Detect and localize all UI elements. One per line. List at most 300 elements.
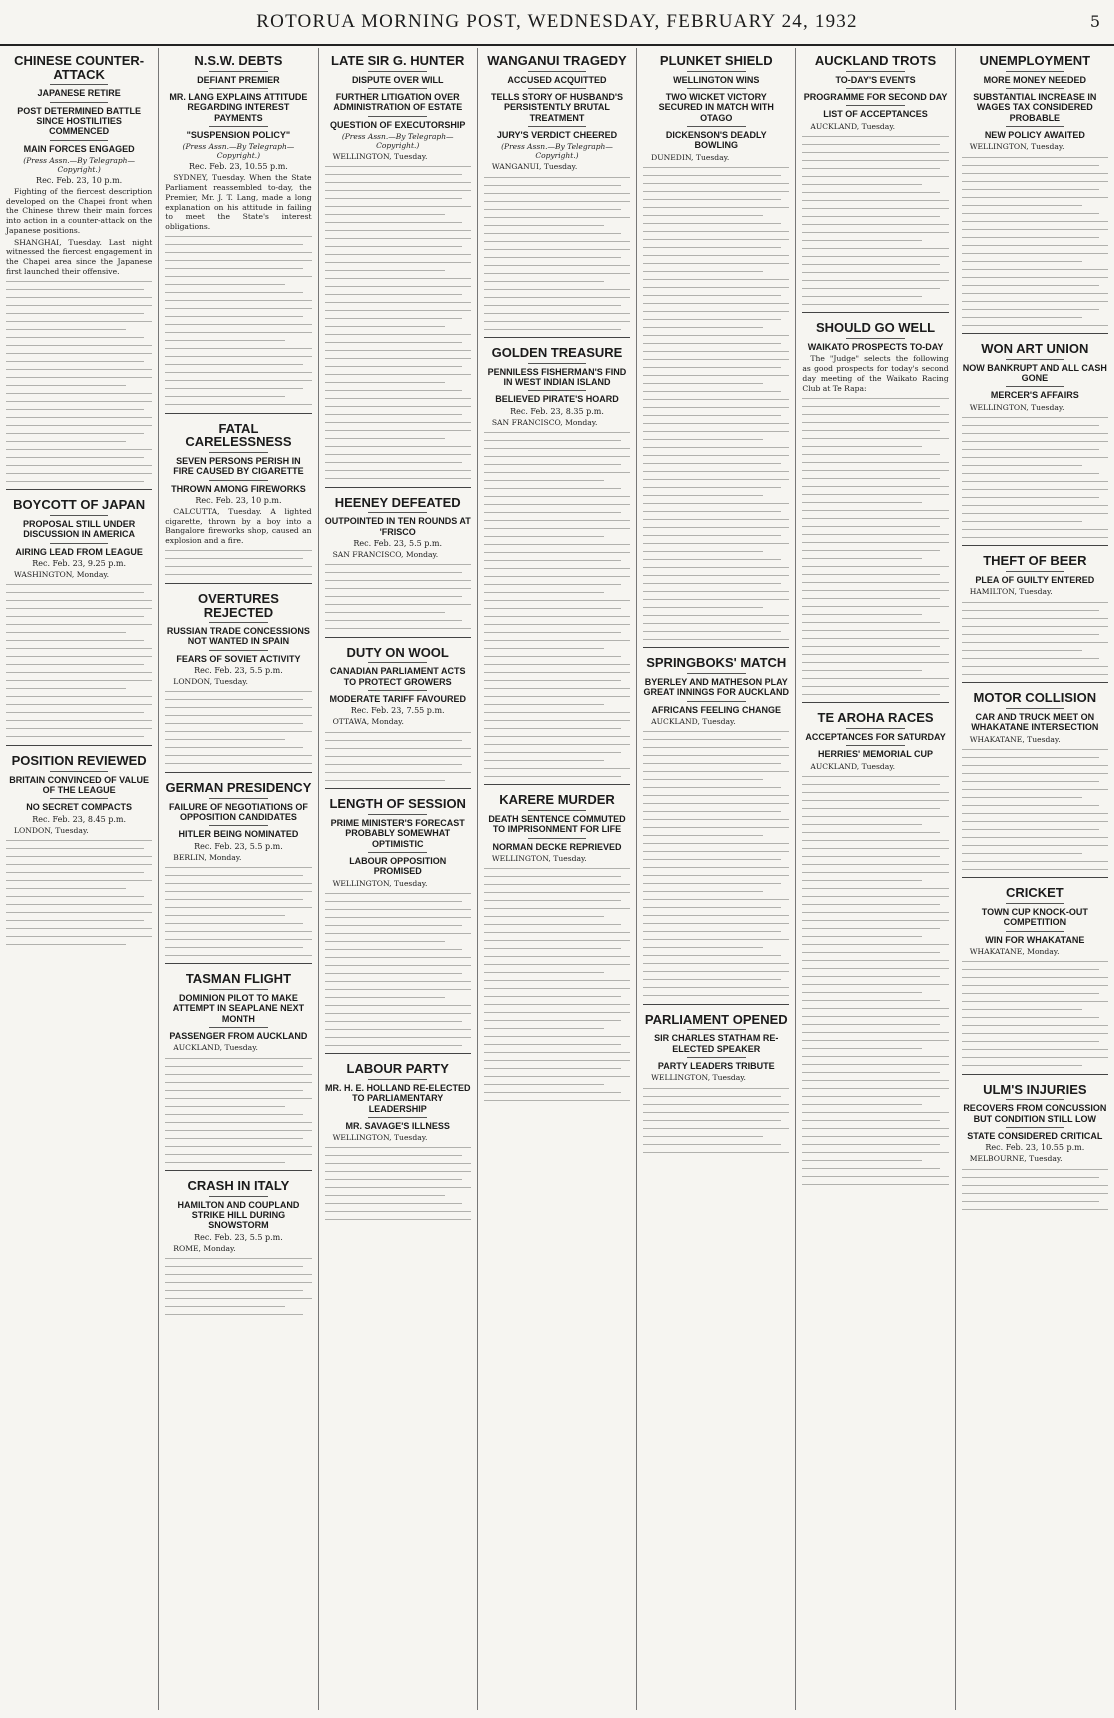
article-body-text (325, 563, 471, 631)
article-paragraph: LONDON, Tuesday. (14, 825, 89, 835)
text-line (484, 590, 604, 594)
article-paragraph: HAMILTON, Tuesday. (969, 587, 1053, 597)
text-line (484, 987, 630, 991)
text-line (962, 827, 1100, 831)
text-line (962, 315, 1082, 319)
text-line (802, 1142, 940, 1146)
text-line (165, 690, 311, 694)
text-line (325, 277, 471, 281)
article-paragraph: SAN FRANCISCO, Monday. (491, 417, 598, 427)
article-body-text (325, 1146, 471, 1222)
text-line (484, 979, 630, 983)
text-line (325, 1003, 471, 1007)
text-line (802, 532, 948, 536)
text-line (484, 923, 622, 927)
text-line (802, 926, 940, 930)
text-line (6, 343, 152, 347)
text-line (802, 198, 948, 202)
article-headline: LATE SIR G. HUNTER (331, 53, 465, 68)
text-line (6, 431, 144, 435)
text-line (325, 309, 471, 313)
text-line (643, 405, 789, 409)
text-line (6, 479, 144, 483)
text-line (802, 862, 948, 866)
text-line (325, 1170, 471, 1174)
text-line (643, 802, 789, 806)
article-subheadline: BYERLEY AND MATHESON PLAY GREAT INNINGS FOR AUCKLAND (643, 677, 790, 698)
text-line (802, 966, 948, 970)
text-line (165, 929, 311, 933)
text-line (6, 303, 152, 307)
headline-rule (1006, 931, 1065, 932)
text-line (165, 1056, 311, 1060)
text-line (802, 1182, 948, 1186)
article-subheadline: NORMAN DECKE REPRIEVED (492, 841, 622, 852)
text-line (643, 818, 789, 822)
text-line (643, 629, 781, 633)
article (962, 545, 1108, 676)
article-body-text (165, 235, 311, 407)
text-line (802, 806, 940, 810)
text-line (165, 1096, 311, 1100)
article-subheadline: PROGRAMME FOR SECOND DAY (803, 91, 948, 102)
text-line (165, 722, 303, 726)
text-line (484, 622, 630, 626)
text-line (484, 494, 630, 498)
text-line (484, 1027, 604, 1031)
text-line (962, 648, 1082, 652)
text-line (802, 1126, 948, 1130)
text-line (643, 1150, 789, 1154)
text-line (484, 1059, 630, 1063)
headline-rule (846, 88, 905, 89)
text-line (643, 850, 789, 854)
text-line (6, 463, 152, 467)
headline-rule (1006, 1099, 1065, 1100)
headline-rule (209, 71, 268, 72)
article (165, 772, 311, 957)
text-line (962, 867, 1108, 871)
text-line (643, 914, 789, 918)
text-line (325, 189, 471, 193)
text-line (165, 1256, 311, 1260)
text-line (165, 1104, 285, 1108)
headline-rule (846, 105, 905, 106)
text-line (6, 679, 152, 683)
text-line (962, 843, 1108, 847)
text-line (643, 189, 789, 193)
text-line (325, 1178, 463, 1182)
text-line (643, 261, 789, 265)
text-line (643, 421, 789, 425)
text-line (643, 986, 789, 990)
text-line (802, 278, 948, 282)
headline-rule (368, 662, 427, 663)
text-line (802, 822, 922, 826)
text-line (6, 846, 144, 850)
text-line (484, 558, 622, 562)
article-subheadline: DOMINION PILOT TO MAKE ATTEMPT IN SEAPLANE NEXT MONTH (172, 992, 305, 1024)
text-line (484, 947, 622, 951)
text-line (643, 477, 789, 481)
text-line (165, 315, 303, 319)
article-dateline: Rec. Feb. 23, 10 p.m. (195, 495, 282, 505)
article (165, 1170, 311, 1316)
text-line (6, 327, 126, 331)
article-body-text (325, 891, 471, 1047)
article-paragraph: ROME, Monday. (173, 1243, 236, 1253)
text-line (802, 1134, 948, 1138)
press-credit: (Press Assn.—By Telegraph—Copyright.) (23, 156, 135, 174)
text-line (484, 939, 630, 943)
text-line (643, 1102, 789, 1106)
article-body-text (802, 396, 948, 696)
text-line (643, 794, 789, 798)
article-subheadline: SIR CHARLES STATHAM RE-ELECTED SPEAKER (654, 1033, 779, 1054)
article (325, 1053, 471, 1222)
text-line (165, 565, 311, 569)
text-line (484, 279, 604, 283)
text-line (325, 285, 471, 289)
text-line (325, 907, 471, 911)
text-line (484, 287, 630, 291)
text-line (802, 854, 940, 858)
text-line (962, 219, 1108, 223)
text-line (643, 205, 789, 209)
text-line (962, 163, 1100, 167)
article-subheadline: MR. SAVAGE'S ILLNESS (345, 1120, 450, 1131)
article-headline: BOYCOTT OF JAPAN (13, 497, 146, 513)
text-line (6, 910, 152, 914)
text-line (484, 255, 622, 259)
article-subheadline: PARTY LEADERS TRIBUTE (657, 1061, 775, 1072)
text-line (802, 548, 940, 552)
headline-rule (368, 814, 427, 815)
text-line (484, 630, 622, 634)
text-line (802, 174, 948, 178)
article-subheadline: RECOVERS FROM CONCUSSION BUT CONDITION STILL LOW (963, 1103, 1107, 1124)
text-line (484, 534, 604, 538)
text-line (325, 237, 471, 241)
article-subheadline: MERCER'S AFFAIRS (990, 390, 1079, 401)
text-line (165, 897, 303, 901)
text-line (802, 484, 948, 488)
headline-rule (209, 825, 268, 826)
text-line (6, 415, 152, 419)
text-line (643, 389, 781, 393)
text-line (325, 461, 463, 465)
text-line (802, 1014, 948, 1018)
article-headline: LENGTH OF SESSION (329, 796, 466, 812)
headline-rule (528, 390, 587, 391)
article-headline: SPRINGBOKS' MATCH (646, 655, 787, 671)
text-line (962, 535, 1108, 539)
text-line (802, 142, 940, 146)
text-line (6, 703, 152, 707)
text-line (643, 373, 789, 377)
text-line (802, 628, 948, 632)
text-line (802, 1166, 940, 1170)
text-line (325, 619, 463, 623)
text-line (802, 230, 948, 234)
article (165, 963, 311, 1164)
text-line (802, 620, 940, 624)
text-line (802, 990, 922, 994)
text-line (802, 790, 948, 794)
article (643, 647, 789, 997)
article-subheadline: TWO WICKET VICTORY SECURED IN MATCH WITH OTAGO (658, 91, 774, 123)
press-credit: (Press Assn.—By Telegraph—Copyright.) (182, 142, 295, 161)
text-line (484, 1099, 630, 1103)
text-line (962, 600, 1108, 604)
text-line (325, 197, 463, 201)
text-line (325, 165, 471, 169)
text-line (484, 614, 630, 618)
text-line (802, 420, 948, 424)
text-line (643, 866, 789, 870)
text-line (165, 945, 303, 949)
text-line (484, 774, 622, 778)
text-line (802, 428, 940, 432)
text-line (484, 462, 622, 466)
text-line (6, 695, 152, 699)
text-line (802, 958, 948, 962)
text-line (325, 762, 463, 766)
text-line (643, 621, 789, 625)
text-line (962, 267, 1108, 271)
text-line (165, 573, 311, 577)
text-line (325, 1162, 471, 1166)
text-line (325, 1210, 471, 1214)
text-line (802, 1110, 948, 1114)
text-line (802, 1102, 922, 1106)
text-line (165, 363, 303, 367)
text-line (6, 319, 152, 323)
article-subheadline: PLEA OF GUILTY ENTERED (975, 575, 1095, 586)
text-line (165, 283, 285, 287)
text-line (325, 405, 471, 409)
text-line (484, 446, 630, 450)
article-headline: CRASH IN ITALY (187, 1178, 290, 1194)
text-line (962, 616, 1108, 620)
article-paragraph: AUCKLAND, Tuesday. (651, 717, 736, 727)
text-line (802, 540, 948, 544)
text-line (802, 998, 940, 1002)
article-subheadline: STATE CONSIDERED CRITICAL (967, 1130, 1103, 1141)
text-line (6, 383, 126, 387)
text-line (962, 1000, 1108, 1004)
text-line (643, 589, 789, 593)
headline-rule (528, 838, 587, 839)
text-line (325, 899, 463, 903)
headline-rule (528, 363, 587, 364)
text-line (165, 267, 303, 271)
text-line (643, 173, 781, 177)
text-line (6, 455, 144, 459)
text-line (484, 199, 630, 203)
headline-rule (50, 102, 109, 103)
text-line (325, 939, 445, 943)
text-line (643, 325, 763, 329)
text-line (962, 960, 1108, 964)
text-line (165, 738, 285, 742)
text-line (165, 746, 303, 750)
text-line (802, 1150, 948, 1154)
text-line (643, 834, 763, 838)
article-dateline: Rec. Feb. 23, 10 p.m. (36, 176, 123, 185)
article-body-text (6, 838, 152, 946)
text-line (6, 894, 144, 898)
text-line (325, 1027, 471, 1031)
text-line (643, 165, 789, 169)
article-body-text (962, 600, 1108, 676)
text-line (802, 894, 948, 898)
text-line (962, 415, 1108, 419)
article-subheadline: POST DETERMINED BATTLE SINCE HOSTILITIES COMMENCED (17, 105, 142, 137)
article (325, 788, 471, 1047)
page-number: 5 (1089, 12, 1100, 31)
text-line (962, 283, 1100, 287)
text-line (962, 307, 1100, 311)
headline-rule (846, 728, 905, 729)
headline-rule (528, 810, 587, 811)
text-line (962, 235, 1100, 239)
text-line (643, 613, 789, 617)
article-dateline: Rec. Feb. 23, 5.5 p.m. (353, 539, 443, 549)
headline-rule (209, 989, 268, 990)
text-line (802, 150, 948, 154)
article-subheadline: BRITAIN CONVINCED OF VALUE OF THE LEAGUE (9, 774, 149, 795)
text-line (802, 692, 940, 696)
text-line (643, 229, 789, 233)
article-subheadline: TO-DAY'S EVENTS (835, 74, 916, 85)
text-line (165, 1272, 311, 1276)
text-line (484, 295, 630, 299)
article-headline: LABOUR PARTY (346, 1061, 449, 1077)
text-line (6, 671, 152, 675)
headline-rule (209, 1027, 268, 1028)
text-line (802, 190, 940, 194)
text-line (643, 381, 763, 385)
text-line (165, 1288, 303, 1292)
headline-rule (846, 338, 905, 339)
text-line (802, 500, 922, 504)
text-line (962, 323, 1108, 327)
article-subheadline: HITLER BEING NOMINATED (178, 829, 299, 840)
text-line (802, 878, 922, 882)
text-line (165, 1072, 311, 1076)
text-line (962, 795, 1082, 799)
text-line (962, 976, 1108, 980)
article-headline: OVERTURES REJECTED (197, 590, 279, 620)
text-line (325, 389, 463, 393)
text-line (802, 644, 940, 648)
text-line (484, 742, 630, 746)
text-line (484, 995, 622, 999)
text-line (6, 727, 152, 731)
text-line (484, 566, 630, 570)
text-line (802, 572, 940, 576)
text-line (325, 1035, 471, 1039)
text-line (6, 942, 126, 946)
text-line (643, 581, 781, 585)
article-subheadline: NO SECRET COMPACTS (26, 802, 133, 813)
text-line (484, 1003, 630, 1007)
text-line (962, 787, 1108, 791)
article-headline: MOTOR COLLISION (973, 690, 1097, 706)
text-line (325, 891, 471, 895)
text-line (325, 778, 445, 782)
text-line (6, 854, 152, 858)
text-line (802, 452, 940, 456)
article (325, 637, 471, 782)
text-line (802, 982, 948, 986)
text-line (484, 1083, 604, 1087)
headline-rule (687, 126, 746, 127)
text-line (484, 710, 630, 714)
text-line (802, 798, 948, 802)
article-headline: POSITION REVIEWED (11, 752, 147, 768)
newspaper-columns (0, 48, 1114, 1710)
text-line (325, 931, 471, 935)
text-line (802, 1006, 948, 1010)
text-line (165, 1128, 311, 1132)
text-line (802, 1086, 948, 1090)
text-line (484, 686, 630, 690)
text-line (165, 921, 303, 925)
article-headline: PARLIAMENT OPENED (644, 1011, 788, 1027)
text-line (484, 726, 622, 730)
text-line (962, 968, 1100, 972)
article-headline: TASMAN FLIGHT (185, 971, 292, 987)
article (802, 702, 948, 1186)
text-line (643, 1134, 763, 1138)
text-line (962, 1167, 1108, 1171)
text-line (6, 583, 152, 587)
text-line (165, 1152, 311, 1156)
article-dateline: Rec. Feb. 23, 10.55 p.m. (985, 1143, 1085, 1153)
text-line (643, 882, 781, 886)
text-line (165, 259, 311, 263)
article (165, 583, 311, 766)
headline-rule (50, 798, 109, 799)
text-line (484, 207, 622, 211)
text-line (165, 1280, 311, 1284)
text-line (6, 423, 152, 427)
headline-rule (50, 140, 109, 141)
text-line (325, 995, 445, 999)
headline-rule (50, 84, 109, 85)
headline-rule (528, 126, 587, 127)
text-line (643, 309, 789, 313)
text-line (325, 477, 471, 481)
article-paragraph: WELLINGTON, Tuesday. (332, 878, 428, 888)
text-line (325, 603, 471, 607)
text-line (962, 763, 1108, 767)
text-line (325, 421, 471, 425)
text-line (643, 293, 781, 297)
text-line (484, 907, 630, 911)
text-line (802, 468, 948, 472)
headline-rule (528, 88, 587, 89)
text-line (962, 487, 1108, 491)
article-paragraph: WHAKATANE, Monday. (969, 946, 1060, 956)
text-line (643, 301, 789, 305)
text-line (643, 333, 789, 337)
text-line (802, 492, 948, 496)
text-line (6, 934, 152, 938)
article-subheadline: PRIME MINISTER'S FORECAST PROBABLY SOMEWHAT OPTIMISTIC (330, 817, 465, 849)
